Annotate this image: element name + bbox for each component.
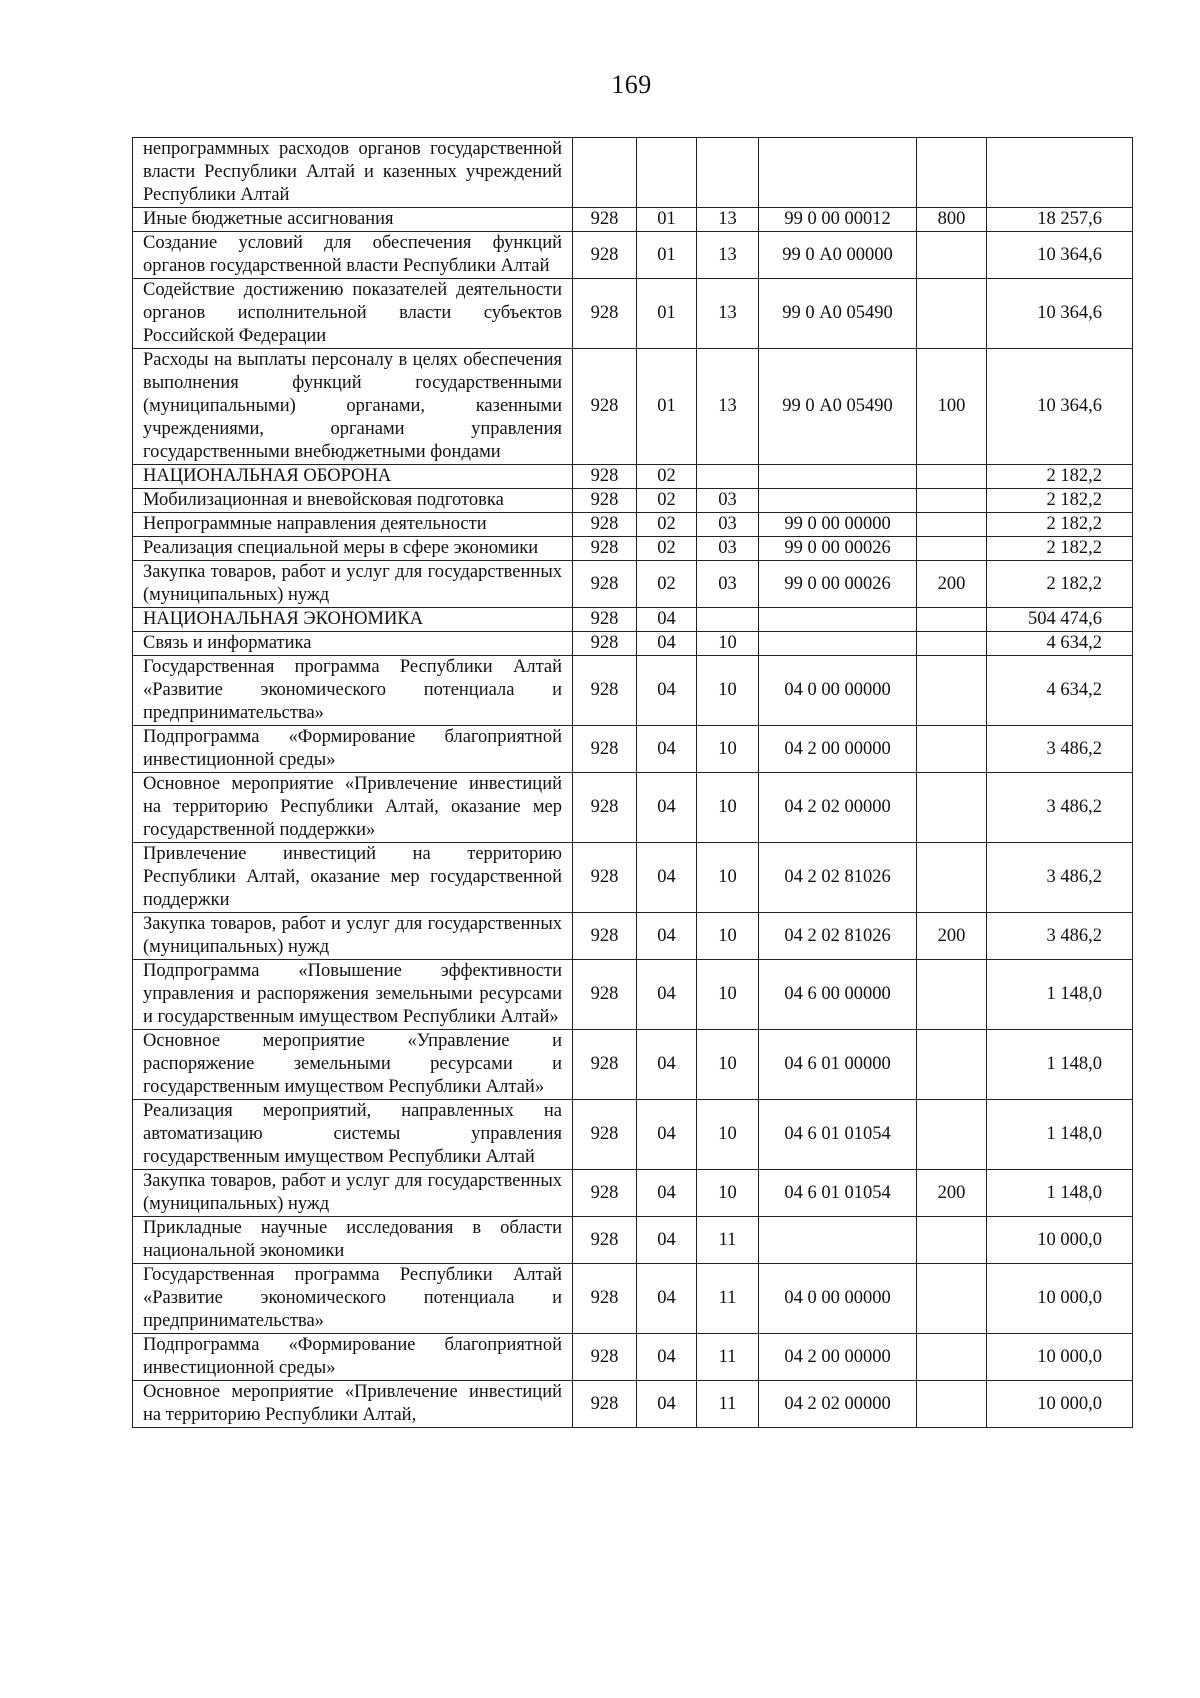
row-name-cell: Расходы на выплаты персоналу в целях обеспечения выполнения функций государственными (муниципальными) органами, казенными учреждениями, органами управления государственными внебюджетными фондами (133, 349, 573, 465)
expense-type-cell (917, 279, 987, 349)
expense-type-cell (917, 465, 987, 489)
row-name-cell: Прикладные научные исследования в области национальной экономики (133, 1217, 573, 1264)
table-row (133, 537, 1133, 561)
section-code-cell: 02 (637, 489, 697, 513)
section-code-cell: 04 (637, 1030, 697, 1100)
row-name-cell: Создание условий для обеспечения функций органов государственной власти Республики Алтай (133, 232, 573, 279)
amount-cell: 2 182,2 (987, 537, 1133, 561)
subsection-code-cell: 10 (697, 1100, 759, 1170)
ministry-code-cell (573, 138, 637, 208)
amount-cell: 1 148,0 (987, 960, 1133, 1030)
ministry-code-cell: 928 (573, 1217, 637, 1264)
table-row (133, 232, 1133, 279)
table-row (133, 279, 1133, 349)
table-row (133, 913, 1133, 960)
table-row (133, 1100, 1133, 1170)
row-name-cell: Подпрограмма «Формирование благоприятной инвестиционной среды» (133, 1334, 573, 1381)
section-code-cell: 01 (637, 208, 697, 232)
subsection-code-cell: 11 (697, 1334, 759, 1381)
expense-type-cell: 800 (917, 208, 987, 232)
section-code-cell: 04 (637, 608, 697, 632)
expense-type-cell: 100 (917, 349, 987, 465)
ministry-code-cell: 928 (573, 561, 637, 608)
expense-type-cell: 200 (917, 913, 987, 960)
table-row (133, 1030, 1133, 1100)
target-article-cell (759, 465, 917, 489)
row-name-cell: Реализация мероприятий, направленных на автоматизацию системы управления государственным имуществом Республики Алтай (133, 1100, 573, 1170)
section-code-cell: 01 (637, 279, 697, 349)
section-code-cell: 02 (637, 561, 697, 608)
table-row (133, 726, 1133, 773)
table-row (133, 349, 1133, 465)
ministry-code-cell: 928 (573, 208, 637, 232)
subsection-code-cell: 11 (697, 1381, 759, 1428)
row-name-cell: Основное мероприятие «Привлечение инвестиций на территорию Республики Алтай, оказание мер государственной поддержки» (133, 773, 573, 843)
subsection-code-cell: 10 (697, 913, 759, 960)
row-name-cell: Основное мероприятие «Управление и распоряжение земельными ресурсами и государственным имуществом Республики Алтай» (133, 1030, 573, 1100)
target-article-cell: 04 6 01 01054 (759, 1170, 917, 1217)
expense-type-cell: 200 (917, 561, 987, 608)
amount-cell: 10 000,0 (987, 1217, 1133, 1264)
target-article-cell (759, 138, 917, 208)
target-article-cell: 04 2 02 81026 (759, 913, 917, 960)
amount-cell: 10 364,6 (987, 349, 1133, 465)
target-article-cell: 99 0 00 00012 (759, 208, 917, 232)
ministry-code-cell: 928 (573, 1334, 637, 1381)
ministry-code-cell: 928 (573, 1030, 637, 1100)
expense-type-cell (917, 608, 987, 632)
target-article-cell: 99 0 А0 05490 (759, 349, 917, 465)
expense-type-cell (917, 1217, 987, 1264)
row-name-cell: Закупка товаров, работ и услуг для государственных (муниципальных) нужд (133, 561, 573, 608)
expense-type-cell (917, 1334, 987, 1381)
expense-type-cell (917, 1264, 987, 1334)
row-name-cell: Подпрограмма «Формирование благоприятной инвестиционной среды» (133, 726, 573, 773)
section-code-cell: 04 (637, 960, 697, 1030)
expense-type-cell (917, 537, 987, 561)
ministry-code-cell: 928 (573, 1381, 637, 1428)
expense-type-cell (917, 843, 987, 913)
row-name-cell: Непрограммные направления деятельности (133, 513, 573, 537)
amount-cell: 2 182,2 (987, 513, 1133, 537)
amount-cell: 18 257,6 (987, 208, 1133, 232)
ministry-code-cell: 928 (573, 960, 637, 1030)
subsection-code-cell: 03 (697, 537, 759, 561)
ministry-code-cell: 928 (573, 279, 637, 349)
section-code-cell: 04 (637, 843, 697, 913)
target-article-cell: 04 2 02 81026 (759, 843, 917, 913)
target-article-cell: 04 0 00 00000 (759, 1264, 917, 1334)
ministry-code-cell: 928 (573, 465, 637, 489)
section-code-cell: 04 (637, 1334, 697, 1381)
table-row (133, 465, 1133, 489)
target-article-cell (759, 1217, 917, 1264)
amount-cell: 3 486,2 (987, 843, 1133, 913)
expense-type-cell (917, 656, 987, 726)
target-article-cell: 04 2 02 00000 (759, 773, 917, 843)
row-name-cell: НАЦИОНАЛЬНАЯ ЭКОНОМИКА (133, 608, 573, 632)
expense-type-cell (917, 513, 987, 537)
row-name-cell: непрограммных расходов органов государственной власти Республики Алтай и казенных учреждений Республики Алтай (133, 138, 573, 208)
subsection-code-cell (697, 465, 759, 489)
expense-type-cell (917, 1381, 987, 1428)
row-name-cell: Закупка товаров, работ и услуг для государственных (муниципальных) нужд (133, 1170, 573, 1217)
expense-type-cell (917, 489, 987, 513)
table-row (133, 208, 1133, 232)
section-code-cell: 04 (637, 1100, 697, 1170)
expense-type-cell (917, 1030, 987, 1100)
table-row (133, 513, 1133, 537)
subsection-code-cell: 03 (697, 489, 759, 513)
subsection-code-cell: 10 (697, 632, 759, 656)
amount-cell (987, 138, 1133, 208)
ministry-code-cell: 928 (573, 632, 637, 656)
ministry-code-cell: 928 (573, 726, 637, 773)
target-article-cell: 04 6 01 01054 (759, 1100, 917, 1170)
ministry-code-cell: 928 (573, 656, 637, 726)
target-article-cell: 04 6 01 00000 (759, 1030, 917, 1100)
amount-cell: 3 486,2 (987, 726, 1133, 773)
expense-type-cell (917, 960, 987, 1030)
table-row (133, 561, 1133, 608)
subsection-code-cell: 10 (697, 1030, 759, 1100)
subsection-code-cell: 03 (697, 561, 759, 608)
table-row (133, 1334, 1133, 1381)
table-row (133, 1381, 1133, 1428)
ministry-code-cell: 928 (573, 1264, 637, 1334)
section-code-cell: 01 (637, 232, 697, 279)
target-article-cell: 99 0 А0 05490 (759, 279, 917, 349)
amount-cell: 3 486,2 (987, 773, 1133, 843)
section-code-cell: 04 (637, 1264, 697, 1334)
ministry-code-cell: 928 (573, 349, 637, 465)
table-row (133, 656, 1133, 726)
subsection-code-cell: 10 (697, 656, 759, 726)
ministry-code-cell: 928 (573, 513, 637, 537)
table-row (133, 608, 1133, 632)
target-article-cell: 04 0 00 00000 (759, 656, 917, 726)
table-row (133, 773, 1133, 843)
section-code-cell: 02 (637, 465, 697, 489)
amount-cell: 4 634,2 (987, 656, 1133, 726)
row-name-cell: НАЦИОНАЛЬНАЯ ОБОРОНА (133, 465, 573, 489)
row-name-cell: Государственная программа Республики Алтай «Развитие экономического потенциала и предпринимательства» (133, 656, 573, 726)
amount-cell: 10 000,0 (987, 1381, 1133, 1428)
target-article-cell (759, 608, 917, 632)
page-number: 169 (611, 70, 652, 99)
ministry-code-cell: 928 (573, 608, 637, 632)
table-row (133, 489, 1133, 513)
target-article-cell: 04 2 00 00000 (759, 1334, 917, 1381)
ministry-code-cell: 928 (573, 489, 637, 513)
section-code-cell: 04 (637, 913, 697, 960)
subsection-code-cell: 10 (697, 843, 759, 913)
subsection-code-cell (697, 608, 759, 632)
ministry-code-cell: 928 (573, 913, 637, 960)
amount-cell: 2 182,2 (987, 489, 1133, 513)
section-code-cell: 04 (637, 1217, 697, 1264)
amount-cell: 10 000,0 (987, 1264, 1133, 1334)
budget-table (132, 137, 1133, 1428)
table-row (133, 843, 1133, 913)
amount-cell: 3 486,2 (987, 913, 1133, 960)
expense-type-cell (917, 773, 987, 843)
section-code-cell: 04 (637, 632, 697, 656)
table-row (133, 1264, 1133, 1334)
target-article-cell: 04 2 00 00000 (759, 726, 917, 773)
section-code-cell: 02 (637, 537, 697, 561)
subsection-code-cell: 11 (697, 1217, 759, 1264)
ministry-code-cell: 928 (573, 1170, 637, 1217)
amount-cell: 4 634,2 (987, 632, 1133, 656)
target-article-cell: 99 0 00 00026 (759, 537, 917, 561)
row-name-cell: Привлечение инвестиций на территорию Республики Алтай, оказание мер государственной поддержки (133, 843, 573, 913)
row-name-cell: Основное мероприятие «Привлечение инвестиций на территорию Республики Алтай, (133, 1381, 573, 1428)
subsection-code-cell: 13 (697, 232, 759, 279)
budget-table-body (133, 138, 1133, 1428)
expense-type-cell (917, 138, 987, 208)
expense-type-cell (917, 726, 987, 773)
expense-type-cell: 200 (917, 1170, 987, 1217)
ministry-code-cell: 928 (573, 843, 637, 913)
amount-cell: 504 474,6 (987, 608, 1133, 632)
amount-cell: 1 148,0 (987, 1030, 1133, 1100)
section-code-cell: 01 (637, 349, 697, 465)
target-article-cell: 99 0 00 00000 (759, 513, 917, 537)
target-article-cell (759, 632, 917, 656)
row-name-cell: Мобилизационная и вневойсковая подготовка (133, 489, 573, 513)
subsection-code-cell (697, 138, 759, 208)
expense-type-cell (917, 1100, 987, 1170)
row-name-cell: Государственная программа Республики Алтай «Развитие экономического потенциала и предпринимательства» (133, 1264, 573, 1334)
ministry-code-cell: 928 (573, 537, 637, 561)
ministry-code-cell: 928 (573, 232, 637, 279)
subsection-code-cell: 11 (697, 1264, 759, 1334)
amount-cell: 2 182,2 (987, 561, 1133, 608)
row-name-cell: Реализация специальной меры в сфере экономики (133, 537, 573, 561)
table-row (133, 960, 1133, 1030)
subsection-code-cell: 10 (697, 726, 759, 773)
amount-cell: 10 000,0 (987, 1334, 1133, 1381)
section-code-cell: 02 (637, 513, 697, 537)
expense-type-cell (917, 232, 987, 279)
row-name-cell: Иные бюджетные ассигнования (133, 208, 573, 232)
ministry-code-cell: 928 (573, 1100, 637, 1170)
section-code-cell: 04 (637, 726, 697, 773)
target-article-cell: 04 2 02 00000 (759, 1381, 917, 1428)
section-code-cell: 04 (637, 1381, 697, 1428)
subsection-code-cell: 13 (697, 349, 759, 465)
section-code-cell (637, 138, 697, 208)
amount-cell: 1 148,0 (987, 1170, 1133, 1217)
section-code-cell: 04 (637, 656, 697, 726)
target-article-cell: 99 0 00 00026 (759, 561, 917, 608)
target-article-cell: 04 6 00 00000 (759, 960, 917, 1030)
target-article-cell (759, 489, 917, 513)
subsection-code-cell: 13 (697, 279, 759, 349)
table-row (133, 1217, 1133, 1264)
ministry-code-cell: 928 (573, 773, 637, 843)
amount-cell: 2 182,2 (987, 465, 1133, 489)
row-name-cell: Связь и информатика (133, 632, 573, 656)
subsection-code-cell: 10 (697, 773, 759, 843)
section-code-cell: 04 (637, 773, 697, 843)
expense-type-cell (917, 632, 987, 656)
amount-cell: 10 364,6 (987, 279, 1133, 349)
table-row (133, 138, 1133, 208)
subsection-code-cell: 10 (697, 1170, 759, 1217)
subsection-code-cell: 03 (697, 513, 759, 537)
amount-cell: 10 364,6 (987, 232, 1133, 279)
amount-cell: 1 148,0 (987, 1100, 1133, 1170)
table-row (133, 632, 1133, 656)
row-name-cell: Подпрограмма «Повышение эффективности управления и распоряжения земельными ресурсами и государственным имуществом Республики Алтай» (133, 960, 573, 1030)
row-name-cell: Закупка товаров, работ и услуг для государственных (муниципальных) нужд (133, 913, 573, 960)
target-article-cell: 99 0 А0 00000 (759, 232, 917, 279)
row-name-cell: Содействие достижению показателей деятельности органов исполнительной власти субъектов Российской Федерации (133, 279, 573, 349)
table-row (133, 1170, 1133, 1217)
section-code-cell: 04 (637, 1170, 697, 1217)
subsection-code-cell: 10 (697, 960, 759, 1030)
subsection-code-cell: 13 (697, 208, 759, 232)
